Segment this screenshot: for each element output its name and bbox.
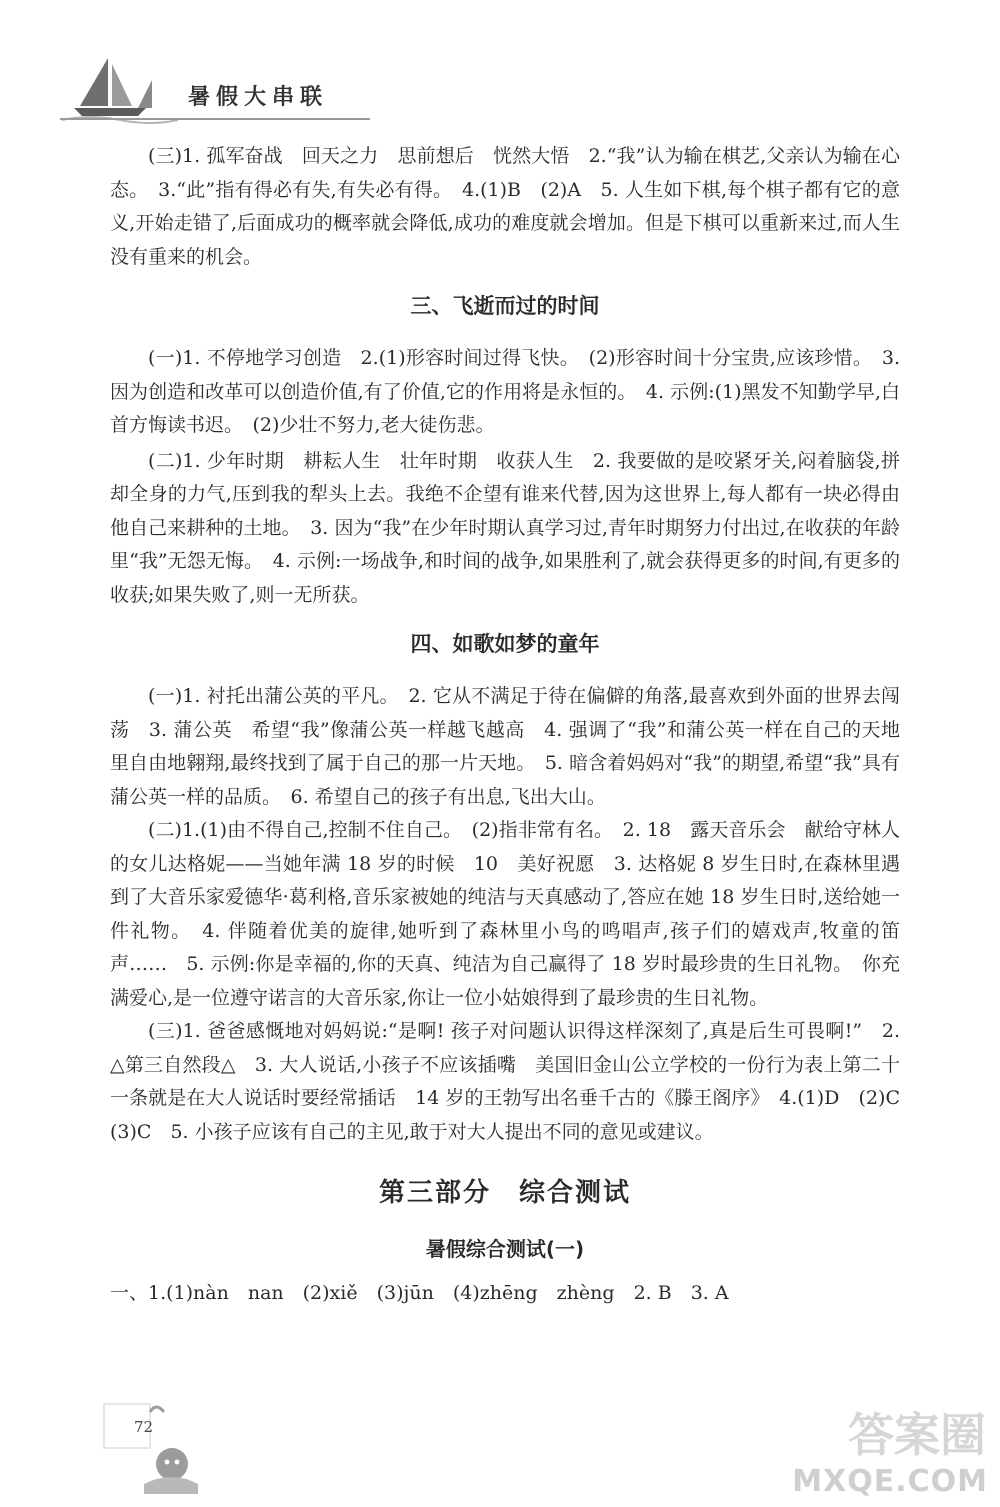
part-heading: 第三部分 综合测试	[378, 1178, 631, 1208]
header-title: 暑假大串联	[188, 84, 329, 110]
section-chess-answers	[110, 140, 900, 274]
section-heading: 三、飞逝而过的时间	[410, 294, 600, 318]
paragraph: (一)1. 不停地学习创造 2.(1)形容时间过得飞快。 (2)形容时间十分宝贵,应该珍惜。 3. 因为创造和改革可以创造价值,有了价值,它的作用将是永恒的。 4. 示例:(1)黑发不知勤学早,白首方悔读书迟。 (2)少壮不努力,老大徒伤悲。	[110, 347, 900, 436]
section-heading: 四、如歌如梦的童年	[410, 632, 600, 656]
header-divider	[60, 118, 370, 120]
watermark-logo: 答案圈	[848, 1408, 986, 1462]
paragraph: (三)1. 孤军奋战 回天之力 思前想后 恍然大悟 2.“我”认为输在棋艺,父亲认为输在心态。 3.“此”指有得必有失,有失必有得。 4.(1)B (2)A 5. 人生如下棋,每个棋子都有它的意义,开始走错了,后面成功的概率就会降低,成功的难度就会增加。但是下棋可以重新来过,而人生没有重来的机会。	[110, 145, 900, 268]
answer-line: 一、1.(1)nàn nan (2)xiě (3)jūn (4)zhēng zhèng 2. B 3. A	[110, 1282, 729, 1304]
section-time	[110, 286, 900, 612]
section-childhood	[110, 624, 920, 1149]
page-number: 72	[134, 1418, 154, 1436]
answer-content	[110, 140, 920, 1311]
section-part-three	[110, 1169, 900, 1311]
test-subheading: 暑假综合测试(一)	[425, 1237, 585, 1261]
paragraph: (一)1. 衬托出蒲公英的平凡。 2. 它从不满足于待在偏僻的角落,最喜欢到外面的世界去闯荡 3. 蒲公英 希望“我”像蒲公英一样越飞越高 4. 强调了“我”和蒲公英一样在自己的天地里自由地翱翔,最终找到了属于自己的那一片天地。 5. 暗含着妈妈对“我”的期望,希望“我”具有蒲公英一样的品质。 6. 希望自己的孩子有出息,飞出大山。	[110, 685, 900, 808]
paragraph: (二)1. 少年时期 耕耘人生 壮年时期 收获人生 2. 我要做的是咬紧牙关,闷着脑袋,拼却全身的力气,压到我的犁头上去。我绝不企望有谁来代替,因为这世界上,每人都有一块必得由他自己来耕种的土地。 3. 因为“我”在少年时期认真学习过,青年时期努力付出过,在收获的年龄里“我”无怨无悔。 4. 示例:一场战争,和时间的战争,如果胜利了,就会获得更多的时间,有更多的收获;如果失败了,则一无所获。	[110, 449, 900, 606]
paragraph: (二)1.(1)由不得自己,控制不住自己。 (2)指非常有名。 2. 18 露天音乐会 献给守林人的女儿达格妮——当她年满 18 岁的时候 10 美好祝愿 3. 达格妮 8 岁生日时,在森林里遇到了大音乐家爱德华·葛利格,音乐家被她的纯洁与天真感动了,答应在她 18 岁生日时,送给她一件礼物。 4. 伴随着优美的旋律,她听到了森林里小鸟的鸣唱声,孩子们的嬉戏声,牧童的笛声…… 5. 示例:你是幸福的,你的天真、纯洁为自己赢得了 18 岁时最珍贵的生日礼物。 你充满爱心,是一位遵守诺言的大音乐家,你让一位小姑娘得到了最珍贵的生日礼物。	[110, 819, 900, 1009]
paragraph: (三)1. 爸爸感慨地对妈妈说:“是啊! 孩子对问题认识得这样深刻了,真是后生可畏啊!” 2. △第三自然段△ 3. 大人说话,小孩子不应该插嘴 美国旧金山公立学校的一份行为表上第二十一条就是在大人说话时要经常插话 14 岁的王勃写出名垂千古的《滕王阁序》 4.(1)D (2)C (3)C 5. 小孩子应该有自己的主见,敢于对大人提出不同的意见或建议。	[110, 1020, 920, 1143]
page-number-badge	[100, 1398, 200, 1498]
watermark-site: MXQE.COM	[792, 1464, 988, 1499]
child-reading-icon	[100, 1398, 200, 1498]
